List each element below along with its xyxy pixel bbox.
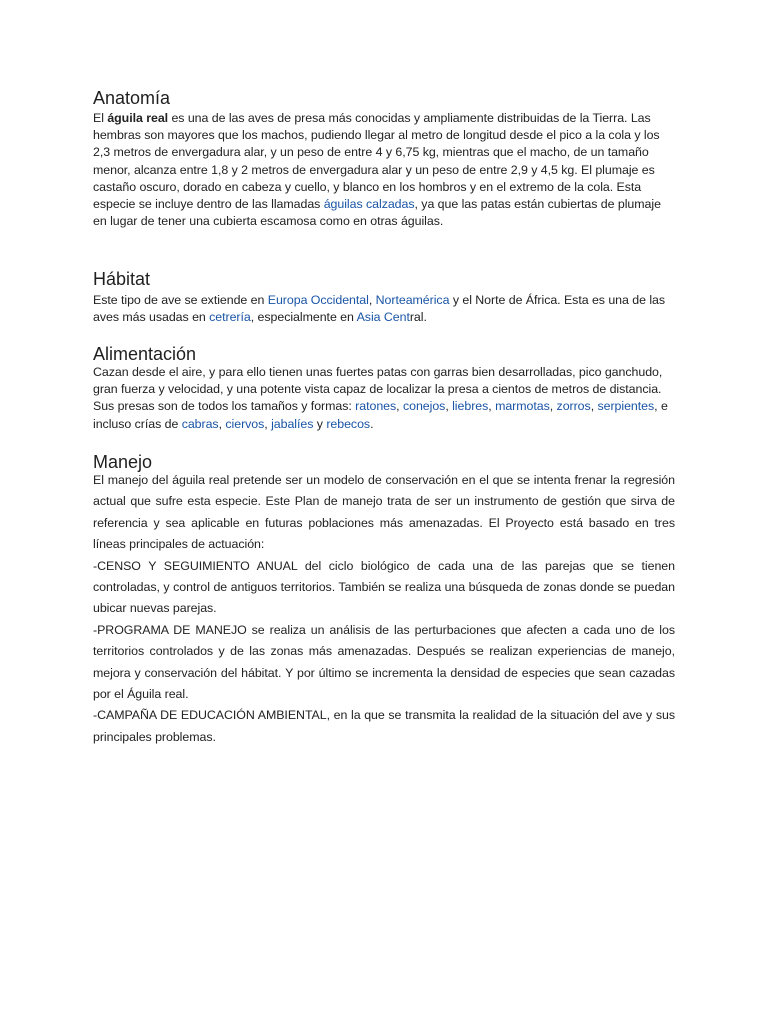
- heading-alimentacion: Alimentación: [93, 344, 197, 364]
- paragraph-alimentacion: Cazan desde el aire, y para ello tienen unas fuertes patas con garras bien desarrolladas, pico ganchudo, gran fuerza y velocidad, y una potente vista capaz de localizar la presa a cientos de metros de distancia. Sus presas son de todos los tamaños y formas: ratones, conejos, liebres, marmotas, zorros, serpientes, e incluso crías de cabras, ciervos, jabalíes y rebecos.: [93, 365, 668, 431]
- link-aguilas-calzadas[interactable]: águilas calzadas: [323, 197, 415, 212]
- link-jabalies[interactable]: jabalíes: [271, 416, 314, 431]
- link-cetreria[interactable]: cetrería: [209, 310, 251, 325]
- heading-habitat: Hábitat: [93, 269, 151, 289]
- list-item-programa: -PROGRAMA DE MANEJO se realiza un análisis de las perturbaciones que afecten a cada uno de los territorios controlados y de las zonas más amenazadas. Después se realizan experiencias de manejo, mejora y conservación del hábitat. Y por último se incrementa la densidad de especies que sean cazadas por el Águila real.: [93, 622, 675, 702]
- link-ciervos[interactable]: ciervos: [225, 416, 265, 431]
- link-conejos[interactable]: conejos: [402, 399, 446, 414]
- bold-aguila-real: águila real: [107, 111, 169, 125]
- link-serpientes[interactable]: serpientes: [597, 399, 655, 414]
- link-liebres[interactable]: liebres: [452, 399, 489, 414]
- list-item-censo: -CENSO Y SEGUIMIENTO ANUAL del ciclo biológico de cada una de las parejas que se tienen controladas, y control de antiguos territorios. También se realiza una búsqueda de zonas donde se puedan ubicar nuevas parejas.: [93, 558, 675, 616]
- heading-manejo: Manejo: [93, 452, 153, 472]
- link-asia-central[interactable]: Asia Cent: [356, 310, 410, 325]
- link-norteamerica[interactable]: Norteamérica: [375, 293, 450, 307]
- link-zorros[interactable]: zorros: [556, 399, 591, 414]
- list-item-campana: -CAMPAÑA DE EDUCACIÓN AMBIENTAL, en la que se transmita la realidad de la situación del ave y sus principales problemas.: [93, 708, 675, 744]
- paragraph-manejo-intro: El manejo del águila real pretende ser un modelo de conservación en el que se intenta frenar la regresión actual que sufre esta especie. Este Plan de manejo trata de ser un instrumento de gestión que sirva de referencia y sea aplicable en futuras poblaciones más amenazadas. El Proyecto está basado en tres líneas principales de actuación:: [93, 473, 675, 552]
- paragraph-habitat: Este tipo de ave se extiende en Europa Occidental, Norteamérica y el Norte de África. Esta es una de las aves más usadas en cetrería, especialmente en Asia Central.: [93, 293, 666, 325]
- link-ratones[interactable]: ratones: [355, 399, 397, 414]
- link-marmotas[interactable]: marmotas: [495, 399, 550, 414]
- link-europa-occidental[interactable]: Europa Occidental: [267, 293, 369, 307]
- paragraph-anatomia: El águila real es una de las aves de presa más conocidas y ampliamente distribuidas de la Tierra. Las hembras son mayores que los machos, pudiendo llegar al metro de longitud desde el pico a la cola y los 2,3 metros de envergadura alar, y un peso de entre 4 y 6,75 kg, mientras que el macho, de un tamaño menor, alcanza entre 1,8 y 2 metros de envergadura alar y un peso de entre 2,9 y 4,5 kg. El plumaje es castaño oscuro, dorado en cabeza y cuello, y blanco en los hombros y en el extremo de la cola. Esta especie se incluye dentro de las llamadas águilas calzadas, ya que las patas están cubiertas de plumaje en lugar de tener una cubierta escamosa como en otras águilas.: [93, 111, 661, 229]
- link-rebecos[interactable]: rebecos: [326, 416, 371, 431]
- link-cabras[interactable]: cabras: [181, 416, 219, 431]
- heading-anatomia: Anatomía: [93, 88, 171, 108]
- manejo-body: [93, 470, 675, 748]
